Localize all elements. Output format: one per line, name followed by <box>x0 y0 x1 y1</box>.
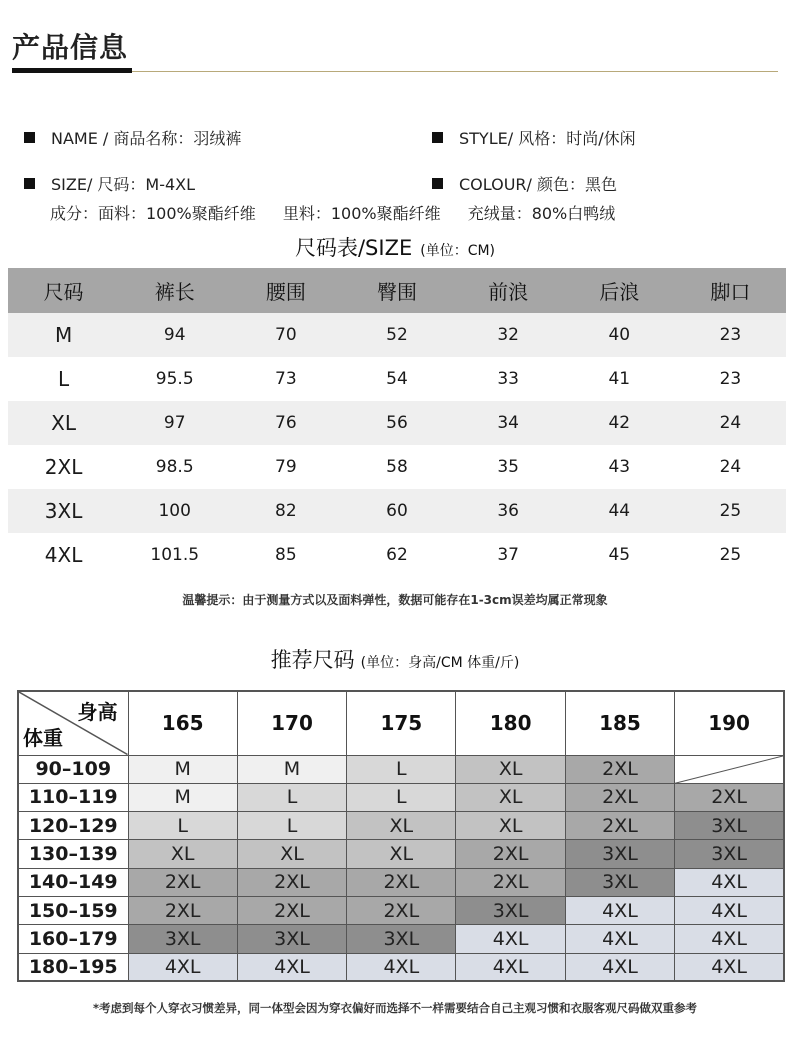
recommended-size-cell: 4XL <box>675 925 784 953</box>
empty-cell <box>675 755 784 783</box>
measurement-cell: 37 <box>497 545 519 565</box>
recommended-size-cell: 3XL <box>347 925 456 953</box>
corner-height-label: 身高 <box>77 700 118 724</box>
recommended-size-cell: 4XL <box>675 868 784 896</box>
recommended-size-cell: L <box>237 783 346 811</box>
recommended-size-cell: 3XL <box>128 925 237 953</box>
height-header: 175 <box>347 691 456 755</box>
height-header: 170 <box>237 691 346 755</box>
measurement-cell: 24 <box>675 401 786 445</box>
composition-fabric: 成分：面料：100%聚酯纤维 <box>50 204 256 223</box>
info-colour <box>432 172 617 195</box>
measurement-cell: 40 <box>564 313 675 357</box>
measurement-cell: 76 <box>230 401 341 445</box>
recommended-size-cell: M <box>128 755 237 783</box>
recommended-size-cell: 2XL <box>675 783 784 811</box>
weight-range-cell: 160–179 <box>18 925 128 953</box>
recommended-size-cell: L <box>128 812 237 840</box>
recommend-row <box>18 755 784 783</box>
measurement-cell: 24 <box>719 457 742 477</box>
bullet-square-icon <box>432 178 443 189</box>
measurement-cell: 52 <box>341 313 452 357</box>
measurement-cell: 100 <box>119 489 230 533</box>
measurement-cell: 97 <box>119 401 230 445</box>
measurement-cell: 23 <box>675 313 786 357</box>
header-cell: 裤长 <box>119 268 230 313</box>
title-divider <box>132 71 778 72</box>
height-header: 180 <box>456 691 565 755</box>
size-chart-row <box>8 445 786 489</box>
size-label-cell: 3XL <box>8 489 119 533</box>
recommended-size-cell: 4XL <box>675 953 784 981</box>
corner-weight-label: 体重 <box>23 725 63 750</box>
measurement-cell: 45 <box>608 545 631 565</box>
bullet-square-icon <box>24 132 35 143</box>
corner-cell <box>18 691 128 755</box>
measurement-cell: 94 <box>119 313 230 357</box>
recommend-table <box>17 690 785 982</box>
measurement-cell: 34 <box>453 401 564 445</box>
measurement-cell: 25 <box>675 489 786 533</box>
height-header: 185 <box>565 691 674 755</box>
recommend-row <box>18 925 784 953</box>
info-size <box>24 172 195 195</box>
size-label-cell: M <box>8 313 119 357</box>
recommended-size-cell: 4XL <box>128 953 237 981</box>
measurement-cell: 79 <box>275 457 297 477</box>
size-label-cell: 4XL <box>44 543 83 567</box>
recommended-size-cell: 4XL <box>565 925 674 953</box>
info-name-text: NAME / 商品名称：羽绒裤 <box>51 129 242 148</box>
bullet-square-icon <box>432 132 443 143</box>
composition-filling: 充绒量：80%白鸭绒 <box>467 204 616 223</box>
weight-range-cell: 120–129 <box>18 812 128 840</box>
recommended-size-cell: 2XL <box>565 755 674 783</box>
size-chart-row <box>8 313 786 357</box>
diagonal-line <box>675 756 783 783</box>
recommended-size-cell: 4XL <box>565 953 674 981</box>
recommended-size-cell: 4XL <box>237 953 346 981</box>
measurement-cell: 23 <box>719 369 742 389</box>
recommended-size-cell: L <box>237 812 346 840</box>
composition-lining: 里料：100%聚酯纤维 <box>282 204 441 223</box>
header-cell: 尺码 <box>8 268 119 313</box>
header-cell: 后浪 <box>564 268 675 313</box>
height-header: 190 <box>675 691 784 755</box>
measurement-cell: 32 <box>453 313 564 357</box>
header-cell: 脚口 <box>675 268 786 313</box>
recommended-size-cell: 2XL <box>347 868 456 896</box>
size-chart-row <box>8 533 786 577</box>
recommend-body <box>18 755 784 981</box>
size-chart-row <box>8 401 786 445</box>
height-header: 165 <box>128 691 237 755</box>
size-chart-title <box>0 232 790 262</box>
section-header <box>12 22 778 74</box>
recommended-size-cell: 3XL <box>237 925 346 953</box>
measurement-cell: 54 <box>386 369 408 389</box>
size-chart-row <box>8 489 786 533</box>
recommended-size-cell: 2XL <box>565 812 674 840</box>
info-name <box>24 126 241 149</box>
size-chart-title-text: 尺码表/SIZE <box>294 236 413 260</box>
recommended-size-cell: 3XL <box>565 868 674 896</box>
recommended-size-cell: 2XL <box>565 783 674 811</box>
recommended-size-cell: 2XL <box>237 868 346 896</box>
recommend-row <box>18 783 784 811</box>
recommended-size-cell: M <box>128 783 237 811</box>
recommended-size-cell: XL <box>456 812 565 840</box>
measurement-cell: 42 <box>564 401 675 445</box>
measurement-cell: 98.5 <box>155 457 194 477</box>
measurement-cell: 70 <box>230 313 341 357</box>
header-cell: 前浪 <box>453 268 564 313</box>
section-title: 产品信息 <box>12 31 129 64</box>
measurement-cell: 82 <box>230 489 341 533</box>
recommended-size-cell: XL <box>128 840 237 868</box>
size-label-cell: 2XL <box>44 455 83 479</box>
recommended-size-cell: 4XL <box>347 953 456 981</box>
weight-range-cell: 90–109 <box>18 755 128 783</box>
measurement-tip: 温馨提示：由于测量方式以及面料弹性，数据可能存在1-3cm误差均属正常现象 <box>182 593 608 607</box>
recommended-size-cell: L <box>347 755 456 783</box>
measurement-cell: 73 <box>275 369 297 389</box>
size-chart-unit: (单位：CM) <box>420 243 496 259</box>
measurement-cell: 58 <box>386 457 408 477</box>
recommended-size-cell: 2XL <box>347 896 456 924</box>
measurement-cell: 44 <box>564 489 675 533</box>
measurement-cell: 36 <box>453 489 564 533</box>
weight-range-cell: 130–139 <box>18 840 128 868</box>
recommend-title <box>0 644 790 674</box>
weight-range-cell: 140–149 <box>18 868 128 896</box>
measurement-cell: 95.5 <box>155 369 194 389</box>
recommended-size-cell: 4XL <box>456 953 565 981</box>
size-chart-body <box>8 313 786 577</box>
measurement-cell: 43 <box>608 457 631 477</box>
recommended-size-cell: 3XL <box>565 840 674 868</box>
recommended-size-cell: 4XL <box>565 896 674 924</box>
recommended-size-cell: XL <box>347 840 456 868</box>
recommend-row <box>18 953 784 981</box>
recommended-size-cell: XL <box>456 783 565 811</box>
info-size-text: SIZE/ 尺码：M-4XL <box>51 175 196 194</box>
weight-range-cell: 150–159 <box>18 896 128 924</box>
recommended-size-cell: 2XL <box>128 896 237 924</box>
recommended-size-cell: 3XL <box>456 896 565 924</box>
recommended-size-cell: 2XL <box>128 868 237 896</box>
size-chart-header-row <box>8 268 786 313</box>
recommended-size-cell: 4XL <box>456 925 565 953</box>
recommend-header-row <box>18 691 784 755</box>
recommend-row <box>18 896 784 924</box>
recommended-size-cell: L <box>347 783 456 811</box>
title-underline <box>12 68 132 73</box>
recommended-size-cell: 4XL <box>675 896 784 924</box>
recommended-size-cell: M <box>237 755 346 783</box>
recommend-unit: (单位：身高/CM 体重/斤) <box>360 655 520 671</box>
recommend-row <box>18 868 784 896</box>
size-label-cell: XL <box>8 401 119 445</box>
weight-range-cell: 180–195 <box>18 953 128 981</box>
header-cell: 腰围 <box>230 268 341 313</box>
measurement-cell: 56 <box>341 401 452 445</box>
measurement-cell: 35 <box>497 457 519 477</box>
header-cell: 臀围 <box>341 268 452 313</box>
info-style-text: STYLE/ 风格：时尚/休闲 <box>459 129 636 148</box>
measurement-cell: 101.5 <box>150 545 200 565</box>
size-label-cell: L <box>57 367 70 391</box>
size-chart-row <box>8 357 786 401</box>
weight-range-cell: 110–119 <box>18 783 128 811</box>
info-style <box>432 126 636 149</box>
recommended-size-cell: 3XL <box>675 840 784 868</box>
measurement-cell: 85 <box>275 545 297 565</box>
measurement-cell: 62 <box>386 545 408 565</box>
recommended-size-cell: 2XL <box>456 868 565 896</box>
recommended-size-cell: 2XL <box>237 896 346 924</box>
recommended-size-cell: 2XL <box>456 840 565 868</box>
recommended-size-cell: 3XL <box>675 812 784 840</box>
measurement-cell: 25 <box>719 545 742 565</box>
info-colour-text: COLOUR/ 颜色：黑色 <box>459 175 618 194</box>
recommend-title-text: 推荐尺码 <box>270 648 355 672</box>
footnote: *考虑到每个人穿衣习惯差异，同一体型会因为穿衣偏好而选择不一样需要结合自己主观习惯和衣服客观尺码做双重参考 <box>92 1001 697 1015</box>
recommended-size-cell: XL <box>237 840 346 868</box>
recommend-row <box>18 812 784 840</box>
recommended-size-cell: XL <box>456 755 565 783</box>
composition-line <box>50 201 637 224</box>
bullet-square-icon <box>24 178 35 189</box>
size-chart-table <box>8 268 786 577</box>
measurement-cell: 60 <box>341 489 452 533</box>
recommended-size-cell: XL <box>347 812 456 840</box>
recommend-row <box>18 840 784 868</box>
measurement-cell: 33 <box>497 369 519 389</box>
measurement-cell: 41 <box>608 369 631 389</box>
